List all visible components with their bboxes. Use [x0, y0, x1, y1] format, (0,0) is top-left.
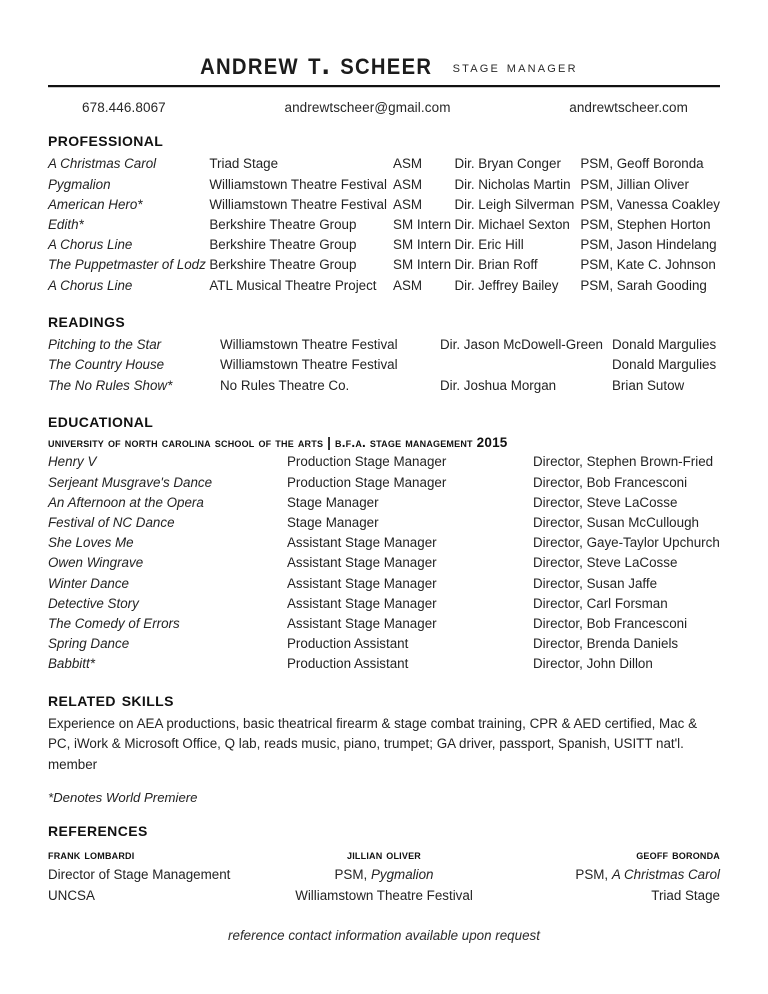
cell-role: Assistant Stage Manager	[287, 575, 437, 591]
reference-column	[496, 845, 720, 906]
reference-show-title: A Christmas Carol	[611, 867, 720, 883]
page-title: andrew t. scheer	[200, 46, 433, 81]
cell-director: Director, Bob Francesconi	[533, 615, 688, 631]
cell-director: Director, John Dillon	[533, 656, 653, 672]
cell-director: Dir. Michael Sexton	[454, 217, 570, 233]
cell-psm: PSM, Sarah Gooding	[580, 277, 707, 293]
table-row	[48, 335, 720, 355]
cell-show: Spring Dance	[48, 636, 130, 652]
table-row	[48, 195, 720, 215]
phone-number[interactable]: 678.446.8067	[82, 100, 166, 115]
cell-role: Production Assistant	[287, 636, 409, 652]
cell-role: ASM	[393, 277, 423, 293]
section-educational	[48, 410, 720, 675]
website-link[interactable]: andrewtscheer.com	[569, 100, 688, 115]
cell-director: Director, Brenda Daniels	[533, 636, 679, 652]
reference-column	[48, 845, 272, 906]
cell-director: Dir. Nicholas Martin	[454, 176, 571, 192]
table-row	[48, 553, 720, 573]
cell-role: Production Assistant	[287, 656, 409, 672]
contact-row	[48, 100, 720, 115]
cell-role: ASM	[393, 196, 423, 212]
cell-venue: Williamstown Theatre Festival	[209, 176, 387, 192]
cell-role: SM Intern	[393, 257, 452, 273]
cell-director: Director, Bob Francesconi	[533, 474, 688, 490]
cell-role: Assistant Stage Manager	[287, 615, 437, 631]
cell-show: The Puppetmaster of Lodz	[48, 257, 206, 273]
table-row	[48, 634, 720, 654]
cell-director: Dir. Bryan Conger	[454, 156, 561, 172]
reference-organization: Triad Stage	[651, 887, 720, 903]
cell-venue: Berkshire Theatre Group	[209, 217, 357, 233]
cell-role: Assistant Stage Manager	[287, 555, 437, 571]
cell-venue: Berkshire Theatre Group	[209, 257, 357, 273]
resume-header	[48, 0, 720, 79]
cell-director: Dir. Jason McDowell-Green	[440, 337, 603, 353]
table-row	[48, 493, 720, 513]
reference-title-text: Director of Stage Management	[48, 867, 231, 883]
cell-show: Babbitt*	[48, 656, 95, 672]
cell-show: An Afternoon at the Opera	[48, 494, 204, 510]
cell-show: Detective Story	[48, 595, 139, 611]
cell-role: SM Intern	[393, 217, 452, 233]
educational-rows	[48, 452, 720, 674]
table-row	[48, 154, 720, 174]
reference-organization: Williamstown Theatre Festival	[295, 887, 473, 903]
reference-title-line	[272, 865, 496, 885]
cell-show: She Loves Me	[48, 535, 134, 551]
cell-role: Production Stage Manager	[287, 474, 447, 490]
cell-extra: Donald Margulies	[612, 337, 717, 353]
cell-role: ASM	[393, 156, 423, 172]
table-row	[48, 473, 720, 493]
header-role-title: stage manager	[452, 59, 578, 76]
reference-organization: UNCSA	[48, 887, 95, 903]
cell-show: The Country House	[48, 357, 165, 373]
table-row	[48, 175, 720, 195]
cell-show: Pitching to the Star	[48, 337, 162, 353]
readings-rows	[48, 335, 720, 396]
table-row	[48, 513, 720, 533]
reference-title-text: PSM,	[334, 867, 371, 883]
cell-show: American Hero*	[48, 196, 143, 212]
section-professional	[48, 129, 720, 296]
cell-venue: No Rules Theatre Co.	[220, 377, 350, 393]
reference-column	[272, 845, 496, 906]
cell-show: Edith*	[48, 217, 84, 233]
reference-title-text: PSM,	[575, 867, 612, 883]
table-row	[48, 215, 720, 235]
reference-title-line	[48, 865, 272, 885]
cell-venue: Triad Stage	[209, 156, 279, 172]
cell-psm: PSM, Jillian Oliver	[580, 176, 689, 192]
school-line: university of north carolina school of the arts | b.f.a. stage management 2015	[48, 435, 508, 451]
section-heading-related-skills: related skills	[48, 688, 174, 711]
cell-director: Director, Stephen Brown-Fried	[533, 454, 714, 470]
cell-extra: Donald Margulies	[612, 357, 717, 373]
cell-director: Dir. Jeffrey Bailey	[454, 277, 559, 293]
email-address[interactable]: andrewtscheer@gmail.com	[284, 100, 451, 115]
educational-credits-table	[48, 452, 720, 674]
cell-show: The No Rules Show*	[48, 377, 173, 393]
table-row	[48, 276, 720, 296]
skills-body-text: Experience on AEA productions, basic theatrical firearm & stage combat training, CPR & AED certified, Mac & PC, iWork & Microsoft Office, Q lab, reads music, piano, trumpet; GA driver, passport, Spanish, USITT nat'l. member	[48, 715, 698, 772]
cell-venue: Williamstown Theatre Festival	[209, 196, 387, 212]
cell-venue: Williamstown Theatre Festival	[220, 357, 398, 373]
cell-director: Director, Gaye-Taylor Upchurch	[533, 535, 720, 551]
cell-venue: Berkshire Theatre Group	[209, 237, 357, 253]
cell-show: Festival of NC Dance	[48, 514, 175, 530]
cell-role: Stage Manager	[287, 514, 379, 530]
cell-show: Henry V	[48, 454, 97, 470]
cell-director: Dir. Joshua Morgan	[440, 377, 557, 393]
cell-extra: Brian Sutow	[612, 377, 685, 393]
table-row	[48, 594, 720, 614]
cell-director: Director, Susan McCullough	[533, 514, 699, 530]
cell-psm: PSM, Vanessa Coakley	[580, 196, 720, 212]
cell-role: Stage Manager	[287, 494, 379, 510]
table-row	[48, 376, 720, 396]
cell-show: Pygmalion	[48, 176, 111, 192]
references-columns	[48, 845, 720, 906]
reference-name: frank lombardi	[48, 846, 135, 862]
cell-show: Winter Dance	[48, 575, 129, 591]
cell-director: Director, Steve LaCosse	[533, 494, 678, 510]
cell-psm: PSM, Kate C. Johnson	[580, 257, 716, 273]
cell-role: Assistant Stage Manager	[287, 535, 437, 551]
cell-psm: PSM, Geoff Boronda	[580, 156, 704, 172]
reference-name: geoff boronda	[636, 846, 720, 862]
section-heading-professional: professional	[48, 129, 164, 151]
section-readings	[48, 310, 720, 396]
reference-show-title: Pygmalion	[370, 867, 434, 883]
section-heading-readings: readings	[48, 309, 126, 332]
cell-role: ASM	[393, 176, 423, 192]
cell-show: A Chorus Line	[48, 237, 133, 253]
cell-psm: PSM, Jason Hindelang	[580, 237, 717, 253]
cell-director: Dir. Brian Roff	[454, 257, 538, 273]
cell-show: A Chorus Line	[48, 277, 133, 293]
section-references	[48, 819, 720, 943]
cell-director: Dir. Eric Hill	[454, 237, 524, 253]
readings-credits-table	[48, 335, 720, 396]
table-row	[48, 614, 720, 634]
cell-director: Director, Susan Jaffe	[533, 575, 658, 591]
table-row	[48, 533, 720, 553]
table-row	[48, 255, 720, 275]
cell-show: The Comedy of Errors	[48, 615, 180, 631]
cell-psm: PSM, Stephen Horton	[580, 217, 711, 233]
cell-venue: ATL Musical Theatre Project	[209, 277, 377, 293]
cell-role: Assistant Stage Manager	[287, 595, 437, 611]
cell-role: SM Intern	[393, 237, 452, 253]
table-row	[48, 452, 720, 472]
cell-show: A Christmas Carol	[48, 156, 157, 172]
cell-director: Director, Steve LaCosse	[533, 555, 678, 571]
section-related-skills	[48, 689, 720, 806]
denotes-world-premiere-note: *Denotes World Premiere	[48, 790, 198, 806]
section-heading-references: references	[48, 819, 148, 842]
professional-rows	[48, 154, 720, 295]
table-row	[48, 574, 720, 594]
professional-credits-table	[48, 154, 720, 295]
cell-director: Director, Carl Forsman	[533, 595, 668, 611]
cell-show: Owen Wingrave	[48, 555, 144, 571]
cell-director: Dir. Leigh Silverman	[454, 196, 575, 212]
table-row	[48, 654, 720, 674]
cell-venue: Williamstown Theatre Festival	[220, 337, 398, 353]
cell-role: Production Stage Manager	[287, 454, 447, 470]
cell-director	[440, 355, 612, 375]
header-divider	[48, 85, 720, 88]
references-footer-note: reference contact information available upon request	[228, 928, 540, 944]
table-row	[48, 235, 720, 255]
reference-name: jillian oliver	[347, 846, 421, 862]
reference-title-line	[496, 865, 720, 885]
table-row	[48, 355, 720, 375]
section-heading-educational: educational	[48, 409, 154, 432]
cell-show: Serjeant Musgrave's Dance	[48, 474, 213, 490]
